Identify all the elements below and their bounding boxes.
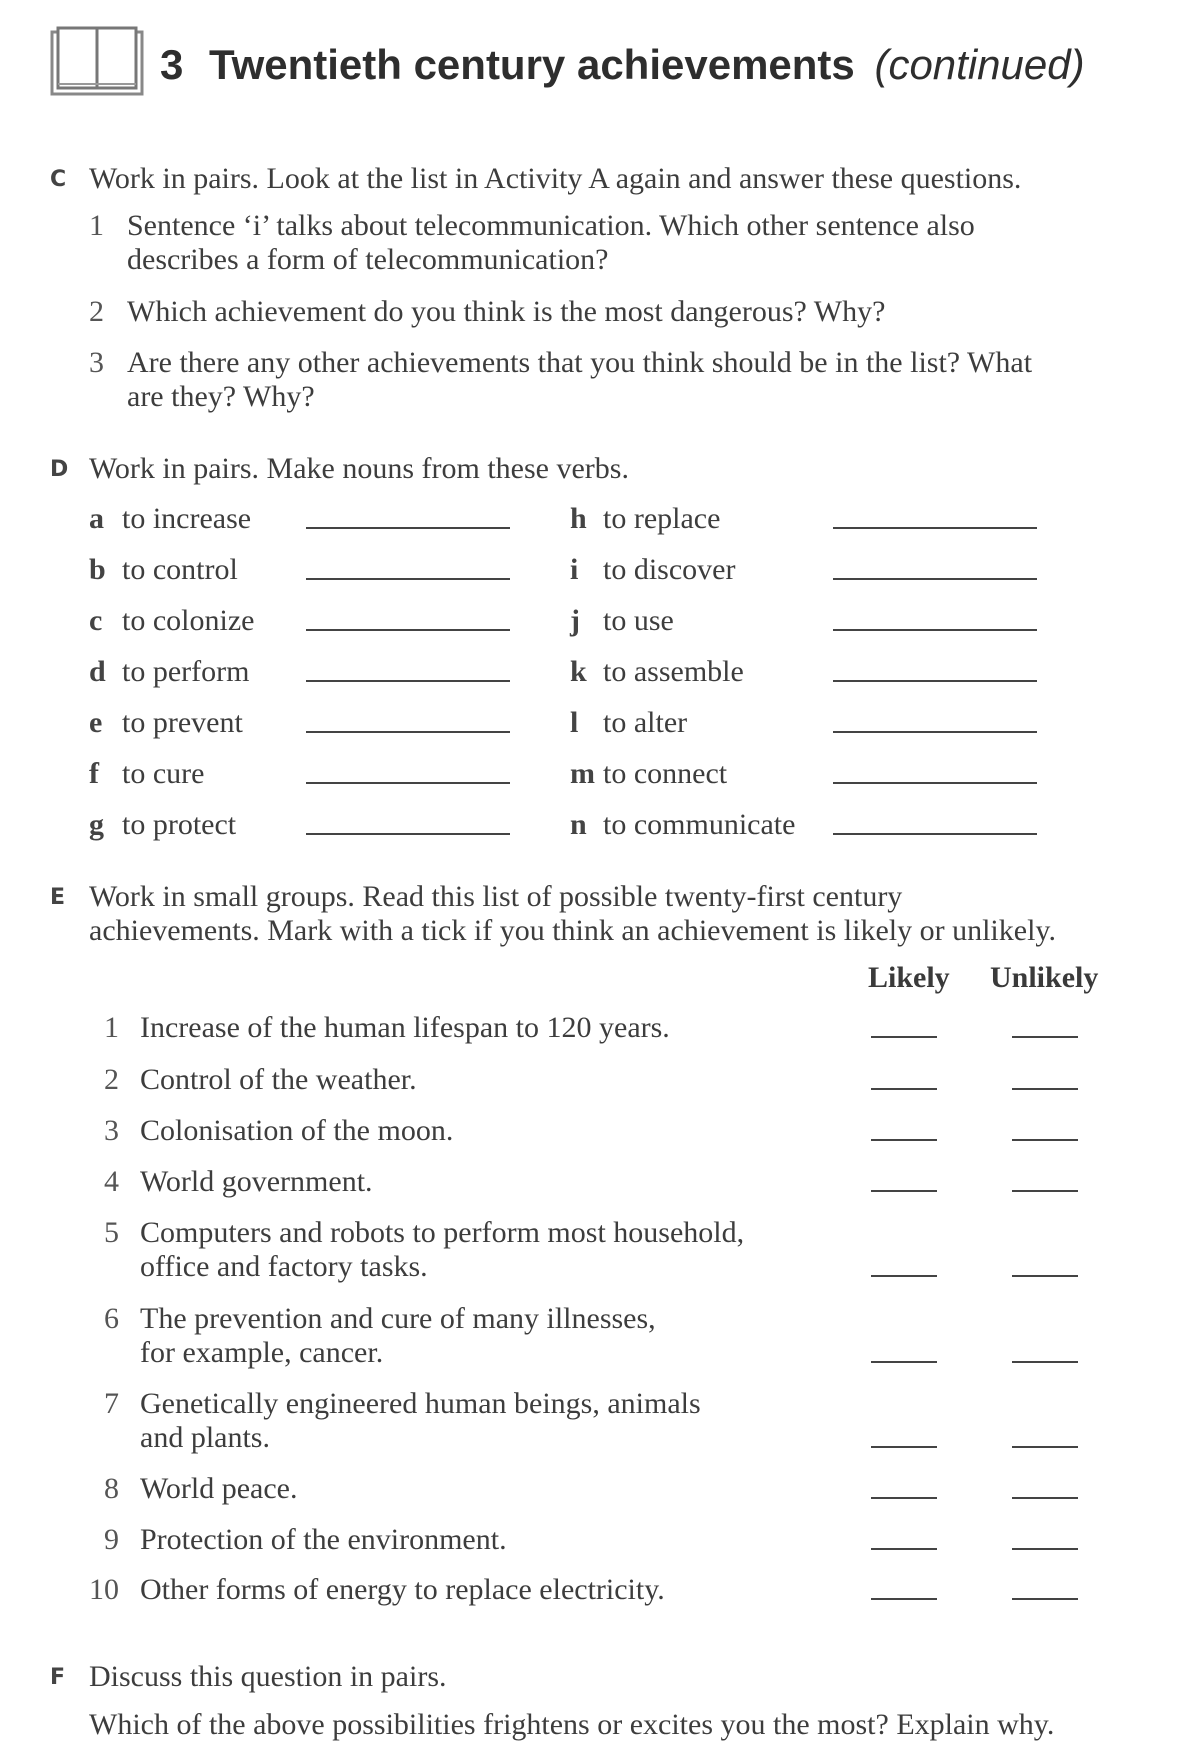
verb-text: to colonize bbox=[122, 604, 255, 637]
achievement-text: Control of the weather. bbox=[140, 1063, 417, 1096]
title-continued: (continued) bbox=[874, 41, 1085, 88]
achievement-text: office and factory tasks. bbox=[140, 1250, 428, 1283]
section-e-instruction: Work in small groups. Read this list of possible twenty-first century bbox=[89, 880, 903, 913]
achievement-number: 5 bbox=[104, 1216, 119, 1249]
achievement-number: 1 bbox=[104, 1011, 119, 1044]
verb-text: to control bbox=[122, 553, 238, 586]
section-number: 3 bbox=[160, 41, 184, 88]
likely-tick-blank[interactable] bbox=[871, 1036, 937, 1038]
likely-tick-blank[interactable] bbox=[871, 1548, 937, 1550]
answer-blank[interactable] bbox=[306, 731, 510, 733]
verb-letter: n bbox=[570, 808, 587, 841]
question-text: Which achievement do you think is the most dangerous? Why? bbox=[127, 295, 886, 328]
likely-tick-blank[interactable] bbox=[871, 1275, 937, 1277]
likely-tick-blank[interactable] bbox=[871, 1088, 937, 1090]
verb-letter: l bbox=[570, 706, 579, 739]
verb-text: to protect bbox=[122, 808, 237, 841]
question-text: Are there any other achievements that you think should be in the list? What bbox=[127, 346, 1033, 379]
answer-blank[interactable] bbox=[833, 731, 1037, 733]
unlikely-tick-blank[interactable] bbox=[1012, 1361, 1078, 1363]
page-title bbox=[160, 40, 1085, 90]
unlikely-tick-blank[interactable] bbox=[1012, 1598, 1078, 1600]
achievement-text: Increase of the human lifespan to 120 years. bbox=[140, 1011, 670, 1044]
section-c-instruction: Work in pairs. Look at the list in Activity A again and answer these questions. bbox=[89, 162, 1022, 195]
verb-letter: h bbox=[570, 502, 587, 535]
question-number: 3 bbox=[89, 346, 104, 379]
verb-letter: b bbox=[89, 553, 106, 586]
verb-letter: a bbox=[89, 502, 104, 535]
question-number: 2 bbox=[89, 295, 104, 328]
achievement-text: and plants. bbox=[140, 1421, 270, 1454]
section-f-question: Which of the above possibilities frightens or excites you the most? Explain why. bbox=[89, 1708, 1055, 1741]
section-d-instruction: Work in pairs. Make nouns from these verbs. bbox=[89, 452, 629, 485]
achievement-number: 9 bbox=[104, 1523, 119, 1556]
achievement-number: 10 bbox=[89, 1573, 119, 1606]
achievement-text: Protection of the environment. bbox=[140, 1523, 507, 1556]
answer-blank[interactable] bbox=[306, 833, 510, 835]
verb-letter: k bbox=[570, 655, 587, 688]
achievement-number: 8 bbox=[104, 1472, 119, 1505]
achievement-text: Other forms of energy to replace electricity. bbox=[140, 1573, 665, 1606]
question-text: Sentence ‘i’ talks about telecommunication. Which other sentence also bbox=[127, 209, 975, 242]
answer-blank[interactable] bbox=[833, 578, 1037, 580]
open-book-icon bbox=[50, 26, 146, 98]
question-text: are they? Why? bbox=[127, 380, 315, 413]
unlikely-tick-blank[interactable] bbox=[1012, 1190, 1078, 1192]
question-text: describes a form of telecommunication? bbox=[127, 243, 609, 276]
unlikely-tick-blank[interactable] bbox=[1012, 1036, 1078, 1038]
verb-letter: j bbox=[570, 604, 580, 637]
section-e-letter: E bbox=[50, 885, 66, 910]
verb-text: to cure bbox=[122, 757, 205, 790]
verb-text: to increase bbox=[122, 502, 252, 535]
unlikely-tick-blank[interactable] bbox=[1012, 1497, 1078, 1499]
unlikely-tick-blank[interactable] bbox=[1012, 1548, 1078, 1550]
achievement-number: 4 bbox=[104, 1165, 119, 1198]
verb-letter: g bbox=[89, 808, 104, 841]
likely-tick-blank[interactable] bbox=[871, 1446, 937, 1448]
answer-blank[interactable] bbox=[306, 680, 510, 682]
unlikely-tick-blank[interactable] bbox=[1012, 1446, 1078, 1448]
achievement-text: for example, cancer. bbox=[140, 1336, 384, 1369]
achievement-text: World government. bbox=[140, 1165, 373, 1198]
section-c-letter: C bbox=[50, 167, 67, 192]
answer-blank[interactable] bbox=[306, 629, 510, 631]
section-d-letter: D bbox=[50, 457, 69, 482]
verb-text: to discover bbox=[603, 553, 736, 586]
answer-blank[interactable] bbox=[306, 782, 510, 784]
verb-letter: d bbox=[89, 655, 106, 688]
answer-blank[interactable] bbox=[306, 527, 510, 529]
likely-tick-blank[interactable] bbox=[871, 1598, 937, 1600]
achievement-number: 7 bbox=[104, 1387, 119, 1420]
verb-text: to connect bbox=[603, 757, 728, 790]
likely-tick-blank[interactable] bbox=[871, 1361, 937, 1363]
answer-blank[interactable] bbox=[833, 782, 1037, 784]
answer-blank[interactable] bbox=[306, 578, 510, 580]
achievement-text: The prevention and cure of many illnesses, bbox=[140, 1302, 656, 1335]
question-number: 1 bbox=[89, 209, 104, 242]
verb-text: to communicate bbox=[603, 808, 796, 841]
verb-text: to alter bbox=[603, 706, 688, 739]
likely-tick-blank[interactable] bbox=[871, 1497, 937, 1499]
achievement-number: 2 bbox=[104, 1063, 119, 1096]
verb-text: to replace bbox=[603, 502, 721, 535]
achievement-text: Computers and robots to perform most household, bbox=[140, 1216, 745, 1249]
likely-tick-blank[interactable] bbox=[871, 1139, 937, 1141]
unlikely-tick-blank[interactable] bbox=[1012, 1088, 1078, 1090]
unlikely-tick-blank[interactable] bbox=[1012, 1139, 1078, 1141]
verb-text: to assemble bbox=[603, 655, 744, 688]
verb-text: to use bbox=[603, 604, 674, 637]
achievement-text: World peace. bbox=[140, 1472, 298, 1505]
column-header-likely: Likely bbox=[868, 961, 950, 994]
unlikely-tick-blank[interactable] bbox=[1012, 1275, 1078, 1277]
verb-letter: i bbox=[570, 553, 579, 586]
achievement-number: 6 bbox=[104, 1302, 119, 1335]
column-header-unlikely: Unlikely bbox=[990, 961, 1099, 994]
answer-blank[interactable] bbox=[833, 527, 1037, 529]
verb-letter: f bbox=[89, 757, 99, 790]
section-f-letter: F bbox=[50, 1665, 66, 1690]
verb-letter: c bbox=[89, 604, 103, 637]
verb-letter: m bbox=[570, 757, 595, 790]
answer-blank[interactable] bbox=[833, 833, 1037, 835]
verb-letter: e bbox=[89, 706, 103, 739]
likely-tick-blank[interactable] bbox=[871, 1190, 937, 1192]
achievement-text: Genetically engineered human beings, animals bbox=[140, 1387, 701, 1420]
verb-text: to perform bbox=[122, 655, 250, 688]
achievement-text: Colonisation of the moon. bbox=[140, 1114, 454, 1147]
section-f-instruction: Discuss this question in pairs. bbox=[89, 1660, 447, 1693]
section-e-instruction: achievements. Mark with a tick if you think an achievement is likely or unlikely. bbox=[89, 914, 1056, 947]
title-text: Twentieth century achievements bbox=[209, 41, 855, 88]
verb-text: to prevent bbox=[122, 706, 243, 739]
answer-blank[interactable] bbox=[833, 629, 1037, 631]
answer-blank[interactable] bbox=[833, 680, 1037, 682]
achievement-number: 3 bbox=[104, 1114, 119, 1147]
